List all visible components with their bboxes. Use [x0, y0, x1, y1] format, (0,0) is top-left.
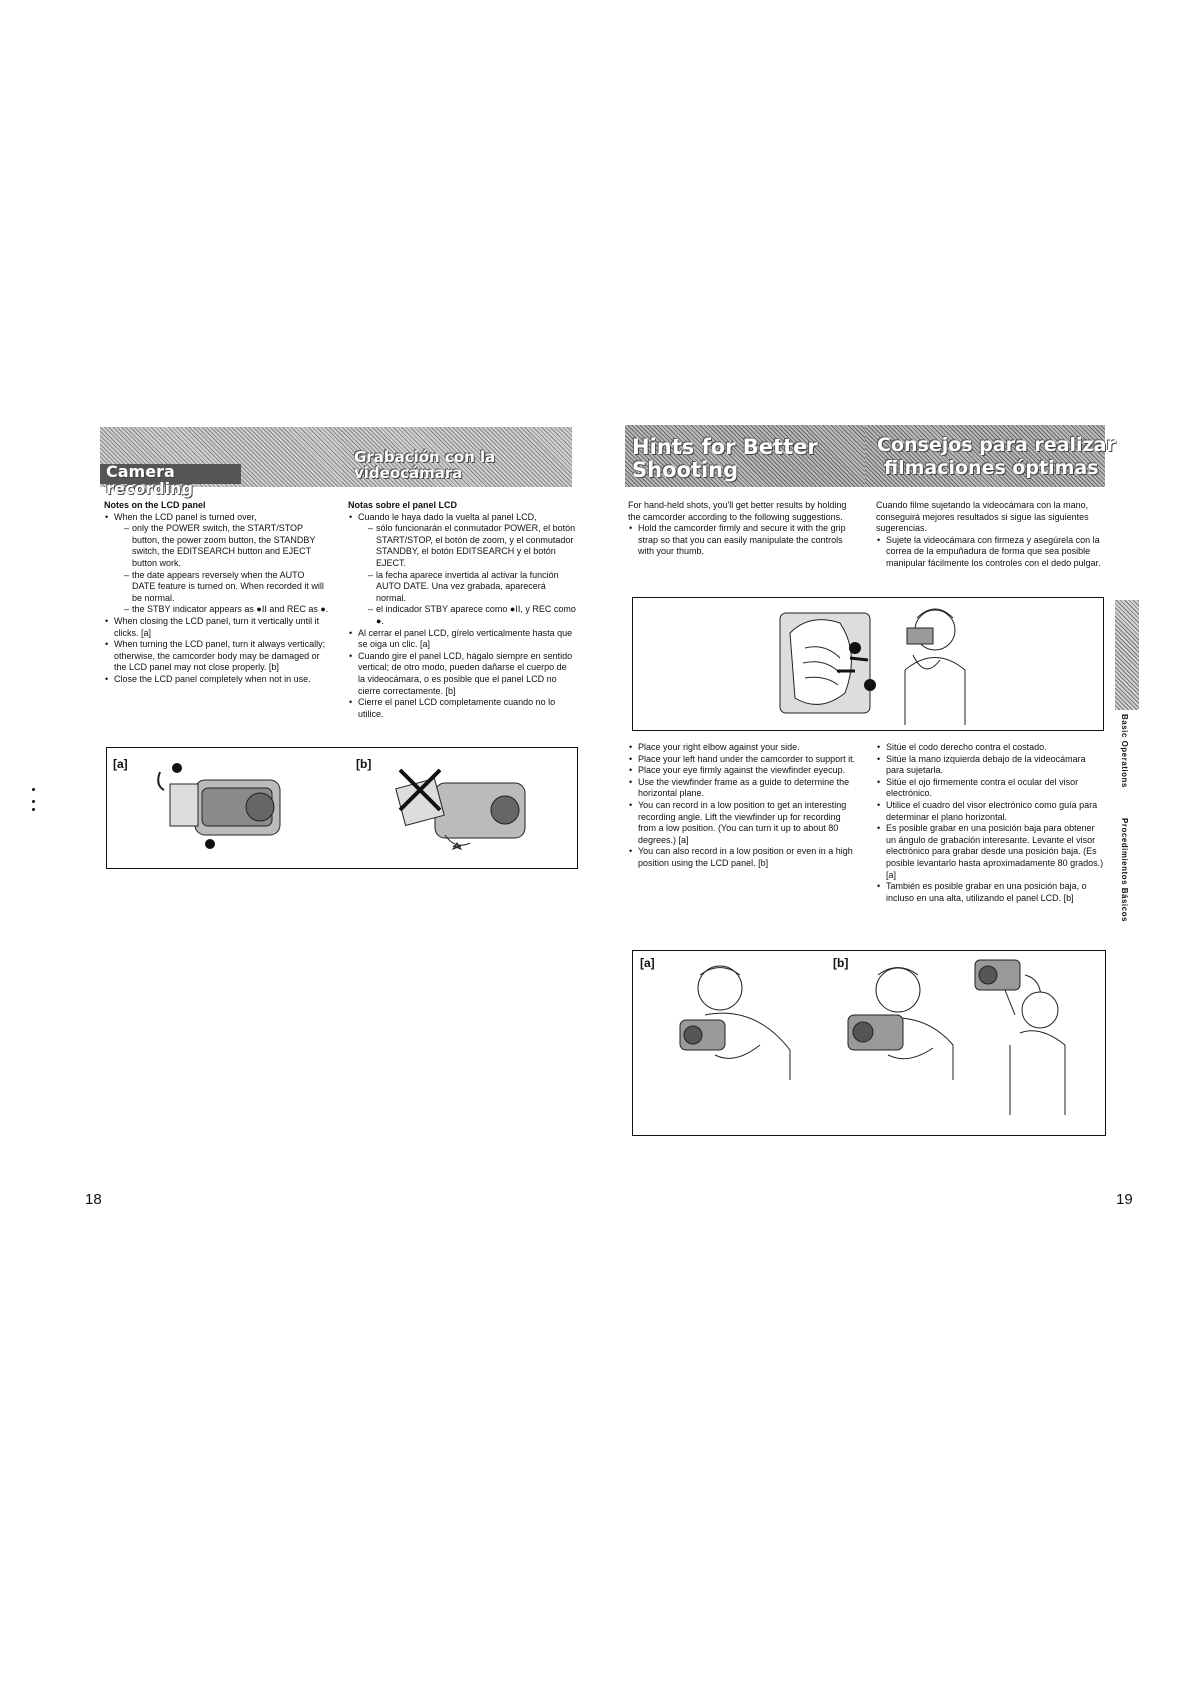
- hint-item: • Es posible grabar en una posición baja para obtener un ángulo de grabación interesante. Levante el visor electrónico para grabar desde una posición baja. (Es posible levantarlo hasta aproximadamente 80 grados.) [a]: [876, 823, 1104, 881]
- section-title-hints-2: Shooting: [632, 458, 739, 482]
- person-holding-camcorder-illustration: [895, 600, 975, 725]
- note-subitem: – only the POWER switch, the START/STOP button, the power zoom button, the STANDBY switch, the EDITSEARCH button and EJECT button work.: [114, 523, 329, 569]
- hint-item: • Hold the camcorder firmly and secure it with the grip strap so that you can easily manipulate the controls with your thumb.: [628, 523, 858, 558]
- right-spanish-tips: [876, 742, 1104, 904]
- note-subitem: – la fecha aparece invertida al activar la función AUTO DATE. Una vez grabada, aparecerá normal.: [358, 570, 576, 605]
- note-subitem: – the STBY indicator appears as ●II and REC as ●.: [114, 604, 329, 616]
- note-item: [348, 512, 576, 628]
- section-title-consejos-2: filmaciones óptimas: [884, 457, 1099, 479]
- hand-grip-strap-illustration: [770, 603, 880, 723]
- figure-label-a: [a]: [640, 956, 655, 970]
- hint-item: • Sitúe la mano izquierda debajo de la videocámara para sujetarla.: [876, 754, 1104, 777]
- section-title-hints-1: Hints for Better: [632, 435, 818, 459]
- right-spanish-intro: [876, 500, 1104, 570]
- notes-heading-en: Notes on the LCD panel: [104, 500, 206, 510]
- page-number-right: 19: [1116, 1191, 1133, 1208]
- camcorder-turning-lcd-illustration: [395, 765, 535, 860]
- notes-heading-es: Notas sobre el panel LCD: [348, 500, 458, 510]
- note-item: • When turning the LCD panel, turn it always vertically; otherwise, the camcorder body may be damaged or the LCD panel may not close properly. [b]: [104, 639, 329, 674]
- high-position-lcd-illustration: [970, 955, 1080, 1120]
- hint-item: • Place your eye firmly against the viewfinder eyecup.: [628, 765, 858, 777]
- note-item: • When closing the LCD panel, turn it vertically until it clicks. [a]: [104, 616, 329, 639]
- left-spanish-notes: [348, 500, 576, 720]
- hint-item: • También es posible grabar en una posición baja, o incluso en una alta, utilizando el panel LCD. [b]: [876, 881, 1104, 904]
- note-subitem: – el indicador STBY aparece como ●II, y REC como ●.: [358, 604, 576, 627]
- section-title-consejos-1: Consejos para realizar: [877, 434, 1116, 456]
- hint-item: • Place your left hand under the camcorder to support it.: [628, 754, 858, 766]
- figure-label-a: [a]: [113, 757, 128, 771]
- note-subitem: – the date appears reversely when the AUTO DATE feature is turned on. When recorded it will be normal.: [114, 570, 329, 605]
- figure-label-b: [b]: [833, 956, 849, 970]
- side-label-procedimientos-basicos: Procedimientos Básicos: [1120, 818, 1129, 922]
- low-position-lcd-illustration: [843, 960, 963, 1080]
- note-item: [104, 512, 329, 616]
- note-item: • Al cerrar el panel LCD, gírelo verticalmente hasta que se oiga un clic. [a]: [348, 628, 576, 651]
- hint-item: • You can also record in a low position or even in a high position using the LCD panel. [b]: [628, 846, 858, 869]
- section-title-camera-recording: Camera recording: [100, 464, 241, 484]
- hint-item: • Use the viewfinder frame as a guide to determine the horizontal plane.: [628, 777, 858, 800]
- intro-text-es: Cuando filme sujetando la videocámara con la mano, conseguirá mejores resultados si sigue las siguientes sugerencias.: [876, 500, 1089, 534]
- note-text: When the LCD panel is turned over,: [114, 511, 257, 522]
- figure-label-b: [b]: [356, 757, 372, 771]
- hint-item: • Place your right elbow against your side.: [628, 742, 858, 754]
- binding-mark: [32, 788, 35, 791]
- right-english-tips: [628, 742, 858, 870]
- note-item: • Close the LCD panel completely when not in use.: [104, 674, 329, 686]
- section-title-grabacion-2: videocámara: [354, 464, 463, 482]
- camcorder-closing-lcd-illustration: [150, 760, 290, 855]
- hint-item: • Sitúe el ojo firmemente contra el ocular del visor electrónico.: [876, 777, 1104, 800]
- left-english-notes: [104, 500, 329, 686]
- note-item: • Cuando gire el panel LCD, hágalo siempre en sentido vertical; de otro modo, pueden dañarse el cuerpo de la videocámara, o es posible que el panel LCD no cierre correctamente. [b]: [348, 651, 576, 697]
- note-text: Cuando le haya dado la vuelta al panel LCD,: [358, 511, 537, 522]
- intro-text-en: For hand-held shots, you'll get better results by holding the camcorder according to the following suggestions.: [628, 500, 847, 522]
- right-english-intro: [628, 500, 858, 558]
- hint-item: • Sujete la videocámara con firmeza y asegúrela con la correa de la empuñadura de forma que sea posible manipular fácilmente los controles con el dedo pulgar.: [876, 535, 1104, 570]
- note-item: • Cierre el panel LCD completamente cuando no lo utilice.: [348, 697, 576, 720]
- side-label-basic-operations: Basic Operations: [1120, 714, 1129, 788]
- binding-mark: [32, 808, 35, 811]
- hint-item: • Sitúe el codo derecho contra el costado.: [876, 742, 1104, 754]
- hint-item: • Utilice el cuadro del visor electrónico como guía para determinar el plano horizontal.: [876, 800, 1104, 823]
- hint-item: • You can record in a low position to get an interesting recording angle. Lift the viewfinder up for recording from a low position. (You can turn it up to about 80 degrees.) [a]: [628, 800, 858, 846]
- binding-mark: [32, 800, 35, 803]
- page-number-left: 18: [85, 1191, 102, 1208]
- side-tab-marker: [1115, 600, 1139, 710]
- low-position-viewfinder-illustration: [675, 960, 795, 1080]
- note-subitem: – sólo funcionarán el conmutador POWER, el botón START/STOP, el botón de zoom, y el conmutador STANDBY, el botón EDITSEARCH y el botón EJECT.: [358, 523, 576, 569]
- section-title-grabacion-1: Grabación con la: [354, 448, 496, 466]
